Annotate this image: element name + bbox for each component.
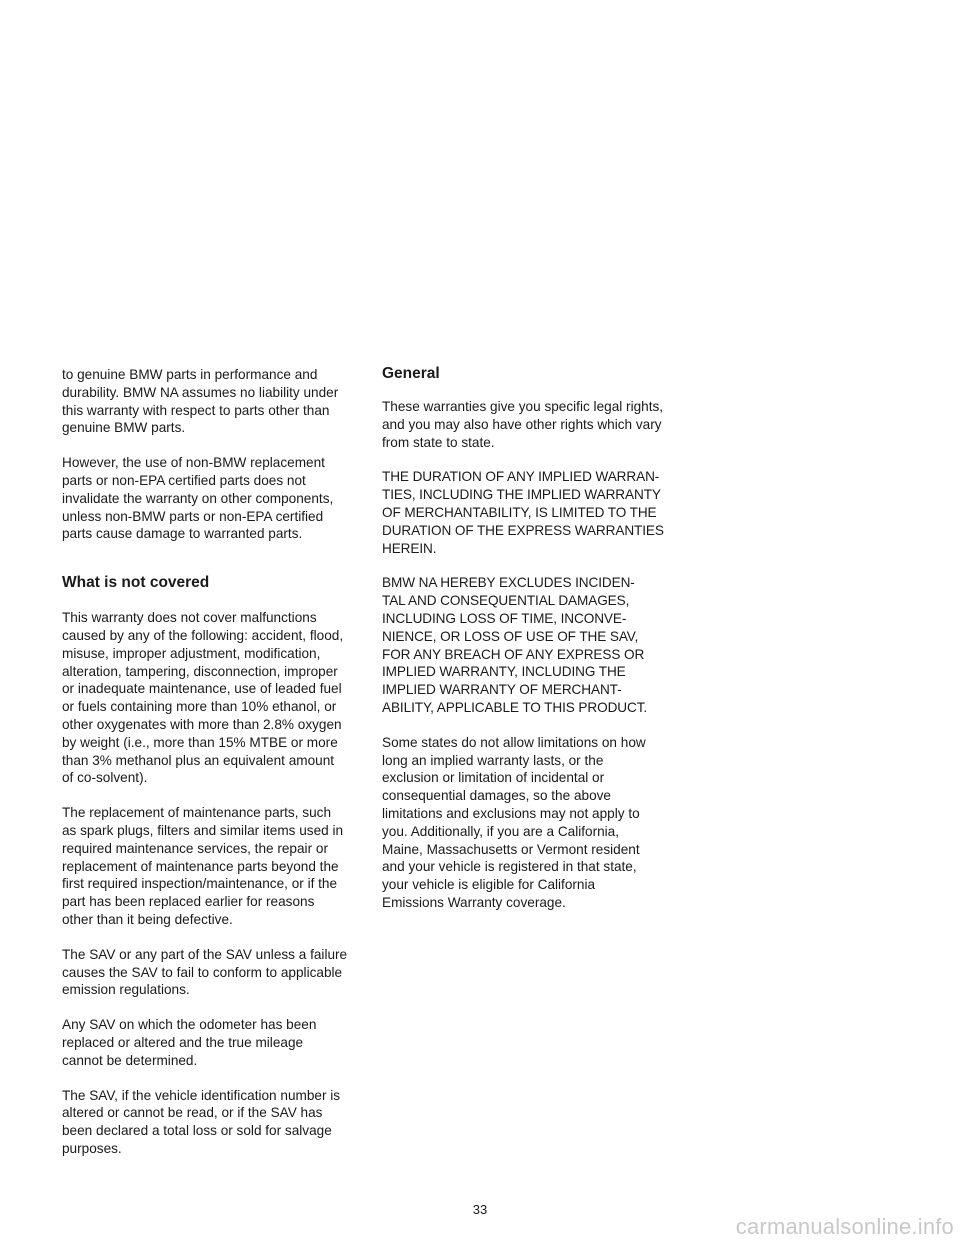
paragraph-malfunctions: This warranty does not cover malfunctions caused by any of the following: accident, flood, misuse, improper adjustment, modification, alteration, tampering, disconnection, improper or inadequate maintenance, use of leaded fuel or fuels containing more than 10% ethanol, or other oxygenates with more than 2.8% oxygen by weight (i.e., more than 15% MTBE or more than 3% methanol plus an equivalent amount of co-solvent).: [62, 610, 344, 786]
paragraph-genuine-parts: to genuine BMW parts in performance and durability. BMW NA assumes no liability under this warranty with respect to parts other than genuine BMW parts.: [62, 367, 339, 436]
paragraph-state-limitations: Some states do not allow limitations on how long an implied warranty lasts, or the exclusion or limitation of incidental or consequential damages, so the above limitations and exclusions may not apply to you. Additionally, if you are a California, Maine, Massachusetts or Vermont resident and your vehicle is registered in that state, your vehicle is eligible for California Emissions Warranty coverage.: [382, 734, 646, 910]
paragraph-legal-rights: These warranties give you specific legal rights, and you may also have other rights which vary from state to state.: [382, 399, 664, 450]
paragraph-exclusions: BMW NA HEREBY EXCLUDES INCIDEN- TAL AND CONSEQUENTIAL DAMAGES, INCLUDING LOSS OF TIME, INCONVE- NIENCE, OR LOSS OF USE OF THE SAV, FOR ANY BREACH OF ANY EXPRESS OR IMPLIED WARRANTY, INCLUDING THE IMPLIED WARRANTY OF MERCHANT- ABILITY, APPLICABLE TO THIS PRODUCT.: [382, 575, 648, 715]
right-column: [382, 366, 674, 929]
left-column: [62, 366, 354, 1175]
watermark: carmanualsonline.info: [735, 1214, 954, 1239]
heading-general: General: [382, 365, 440, 382]
paragraph-implied-warranties: THE DURATION OF ANY IMPLIED WARRAN- TIES, INCLUDING THE IMPLIED WARRANTY OF MERCHANTABILITY, IS LIMITED TO THE DURATION OF THE EXPRESS WARRANTIES HEREIN.: [382, 469, 664, 556]
paragraph-non-bmw-parts: However, the use of non-BMW replacement parts or non-EPA certified parts does not invalidate the warranty on other components, unless non-BMW parts or non-EPA certified parts cause damage to warranted parts.: [62, 455, 334, 542]
page-number: 33: [472, 1202, 488, 1217]
paragraph-vin: The SAV, if the vehicle identification number is altered or cannot be read, or if the SAV has been declared a total loss or sold for salvage purposes.: [62, 1087, 341, 1156]
paragraph-emission-failure: The SAV or any part of the SAV unless a failure causes the SAV to fail to conform to applicable emission regulations.: [62, 946, 348, 998]
heading-what-is-not-covered: What is not covered: [62, 574, 210, 592]
paragraph-maintenance-parts: The replacement of maintenance parts, such as spark plugs, filters and similar items used in required maintenance services, the repair or replacement of maintenance parts beyond the first required inspection/maintenance, or if the part has been replaced earlier for reasons other than it being defective.: [62, 805, 344, 927]
paragraph-odometer: Any SAV on which the odometer has been replaced or altered and the true mileage cannot be determined.: [62, 1017, 317, 1068]
